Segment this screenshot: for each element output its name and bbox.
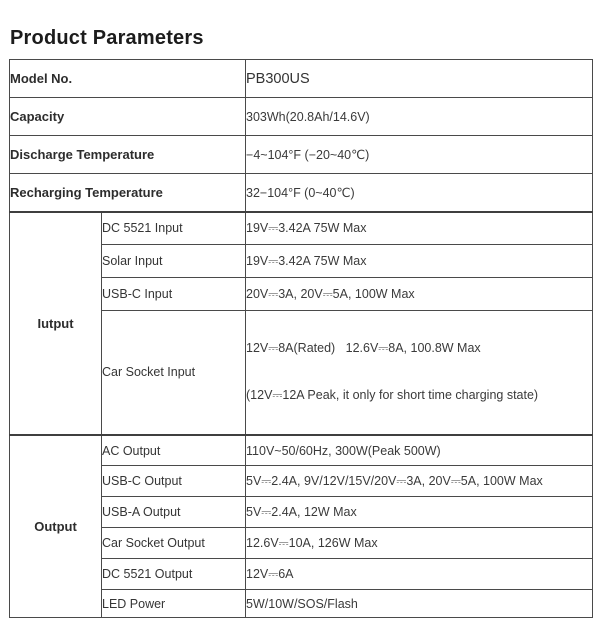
row-label-led-power: LED Power — [102, 590, 246, 618]
row-label-ac-output: AC Output — [102, 435, 246, 466]
row-value-usbc-output: 5V⎓2.4A, 9V/12V/15V/20V⎓3A, 20V⎓5A, 100W Max — [246, 466, 593, 497]
table-row — [10, 98, 593, 136]
row-label-capacity: Capacity — [10, 98, 246, 136]
row-label-solar-input: Solar Input — [102, 245, 246, 278]
row-value-dc5521-output: 12V⎓6A — [246, 559, 593, 590]
page-title: Product Parameters — [10, 27, 204, 49]
row-label-discharge-temperature: Discharge Temperature — [10, 136, 246, 174]
row-value-model-no: PB300US — [246, 60, 593, 98]
table-row — [10, 212, 593, 245]
table-row — [10, 435, 593, 466]
row-label-dc5521-input: DC 5521 Input — [102, 212, 246, 245]
row-label-recharging-temperature: Recharging Temperature — [10, 174, 246, 212]
output-group-label: Output — [10, 435, 102, 618]
product-parameters-table — [9, 59, 593, 618]
row-label-car-socket-input: Car Socket Input — [102, 311, 246, 435]
row-label-usbc-output: USB-C Output — [102, 466, 246, 497]
row-value-recharging-temperature: 32−104°F (0~40℃) — [246, 174, 593, 212]
row-value-line-1: 12V⎓8A(Rated) 12.6V⎓8A, 100.8W Max — [246, 341, 481, 355]
row-label-usba-output: USB-A Output — [102, 497, 246, 528]
table-row — [10, 136, 593, 174]
row-value-led-power: 5W/10W/SOS/Flash — [246, 590, 593, 618]
table-row — [10, 60, 593, 98]
row-value-usba-output: 5V⎓2.4A, 12W Max — [246, 497, 593, 528]
row-value-line-2: (12V⎓12A Peak, it only for short time charging state) — [246, 388, 539, 403]
row-label-model-no: Model No. — [10, 60, 246, 98]
row-label-usbc-input: USB-C Input — [102, 278, 246, 311]
row-value-car-socket-input — [246, 311, 593, 435]
row-value-car-socket-output: 12.6V⎓10A, 126W Max — [246, 528, 593, 559]
row-value-dc5521-input: 19V⎓3.42A 75W Max — [246, 212, 593, 245]
row-label-car-socket-output: Car Socket Output — [102, 528, 246, 559]
row-label-dc5521-output: DC 5521 Output — [102, 559, 246, 590]
row-value-capacity: 303Wh(20.8Ah/14.6V) — [246, 98, 593, 136]
row-value-usbc-input: 20V⎓3A, 20V⎓5A, 100W Max — [246, 278, 593, 311]
row-value-ac-output: 110V~50/60Hz, 300W(Peak 500W) — [246, 435, 593, 466]
input-group-label: Iutput — [10, 212, 102, 435]
row-value-discharge-temperature: −4~104°F (−20~40℃) — [246, 136, 593, 174]
row-value-solar-input: 19V⎓3.42A 75W Max — [246, 245, 593, 278]
table-row — [10, 174, 593, 212]
